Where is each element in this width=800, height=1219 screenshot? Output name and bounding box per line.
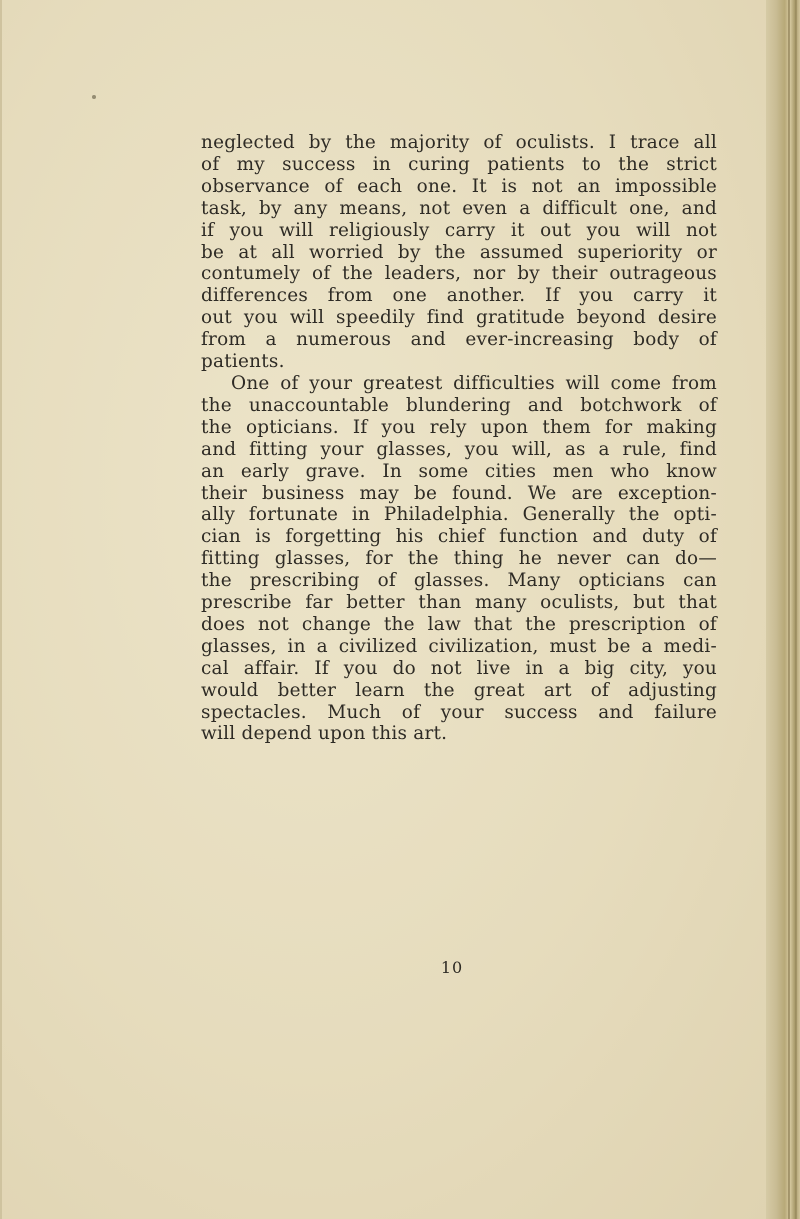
text-line: out you will speedily find gratitude beyond desire: [201, 307, 717, 329]
page-edge: [766, 0, 800, 1219]
text-line: be at all worried by the assumed superiority or: [201, 241, 717, 263]
text-line: differences from one another. If you carry it: [201, 285, 717, 307]
text-line: will depend upon this art.: [201, 723, 448, 745]
text-line: their business may be found. We are exception-: [201, 482, 717, 504]
text-line: prescribe far better than many oculists, but that: [201, 592, 717, 614]
text-line: and fitting your glasses, you will, as a rule, find: [201, 438, 717, 460]
page-number: 10: [440, 958, 464, 977]
edge-line: [788, 0, 790, 1219]
text-line: patients.: [201, 351, 285, 373]
text-line: One of your greatest difficulties will come from: [231, 372, 717, 394]
text-line: cian is forgetting his chief function and duty of: [201, 526, 717, 548]
paper-speck: [92, 95, 96, 99]
text-line: fitting glasses, for the thing he never can do—: [201, 548, 717, 570]
text-line: cal affair. If you do not live in a big city, you: [201, 657, 717, 679]
text-line: neglected by the majority of oculists. I trace all: [201, 132, 717, 153]
text-line: of my success in curing patients to the strict: [201, 153, 717, 175]
text-line: would better learn the great art of adjusting: [201, 679, 717, 701]
text-line: spectacles. Much of your success and failure: [201, 701, 717, 723]
text-line: glasses, in a civilized civilization, must be a medi-: [201, 635, 717, 657]
text-line: contumely of the leaders, nor by their outrageous: [201, 263, 717, 285]
text-line: observance of each one. It is not an impossible: [201, 175, 717, 197]
text-line: the prescribing of glasses. Many opticians can: [201, 570, 717, 592]
text-line: ally fortunate in Philadelphia. Generally the opti-: [201, 504, 717, 526]
text-line: the unaccountable blundering and botchwork of: [201, 394, 717, 416]
text-line: task, by any means, not even a difficult one, and: [201, 197, 717, 219]
text-line: does not change the law that the prescription of: [201, 613, 717, 635]
text-line: from a numerous and ever-increasing body of: [201, 329, 717, 351]
body-text: [201, 132, 717, 745]
text-line: an early grave. In some cities men who know: [201, 460, 717, 482]
text-line: if you will religiously carry it out you will not: [201, 219, 717, 241]
edge-line: [795, 0, 797, 1219]
text-line: the opticians. If you rely upon them for making: [201, 416, 717, 438]
